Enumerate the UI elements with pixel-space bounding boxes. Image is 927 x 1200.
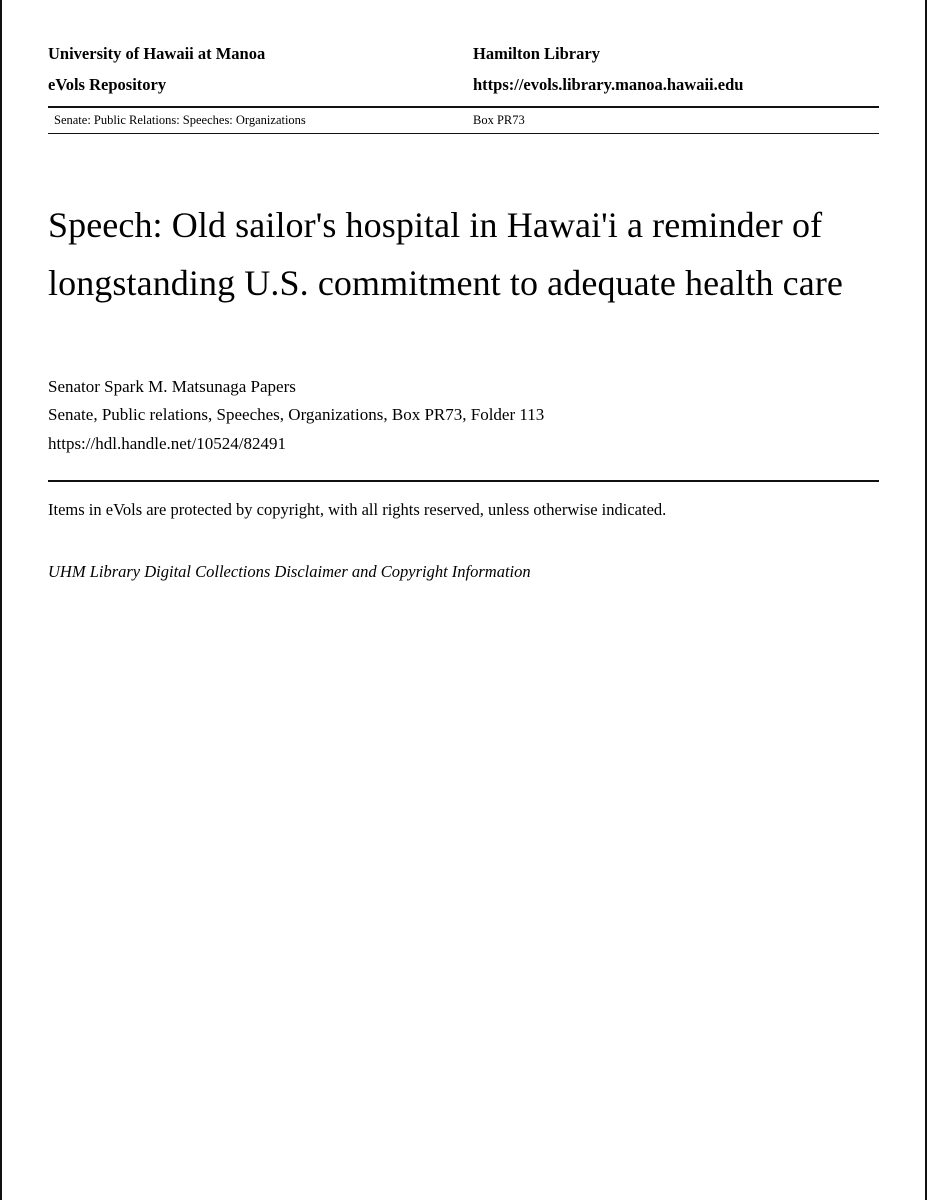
masthead: [48, 0, 879, 134]
rights-divider: [48, 480, 879, 482]
collection-meta-row: [48, 108, 879, 133]
box-number: Box PR73: [473, 112, 525, 127]
rights-statement: Items in eVols are protected by copyright, with all rights reserved, unless otherwise indicated.: [48, 499, 667, 519]
page-title: Speech: Old sailor's hospital in Hawai'i a reminder of longstanding U.S. commitment to adequate health care: [48, 204, 843, 303]
page-content: [48, 0, 879, 585]
masthead-row-secondary: [48, 75, 879, 95]
citation-series: Senate, Public relations, Speeches, Organizations, Box PR73, Folder 113: [48, 405, 545, 425]
disclaimer-link[interactable]: UHM Library Digital Collections Disclaimer and Copyright Information: [48, 562, 531, 582]
repository-name: eVols Repository: [48, 74, 167, 94]
masthead-row-primary: [48, 44, 879, 64]
citation-block: [48, 374, 879, 457]
masthead-divider-bottom: [48, 133, 879, 134]
library-name: Hamilton Library: [473, 44, 600, 63]
citation-collection: Senator Spark M. Matsunaga Papers: [48, 377, 296, 397]
repository-url[interactable]: https://evols.library.manoa.hawaii.edu: [473, 74, 744, 94]
collection-path: Senate: Public Relations: Speeches: Organizations: [54, 112, 306, 127]
institution-name: University of Hawaii at Manoa: [48, 44, 266, 63]
citation-handle-link[interactable]: https://hdl.handle.net/10524/82491: [48, 433, 286, 453]
